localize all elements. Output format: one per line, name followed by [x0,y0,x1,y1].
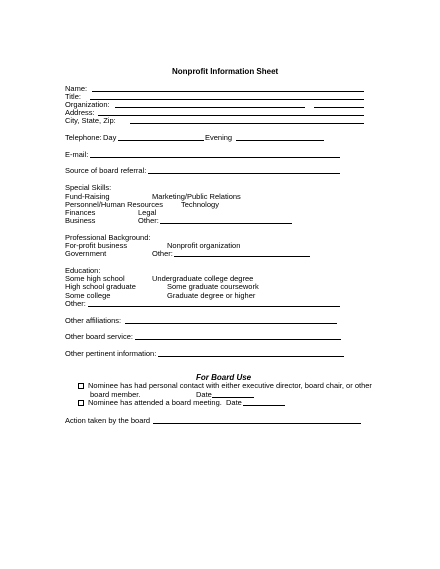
organization-field-2[interactable] [314,107,364,108]
background-heading: Professional Background: [65,233,151,242]
city-state-zip-field[interactable] [130,123,364,124]
education-heading: Education: [65,266,101,275]
evening-phone-field[interactable] [236,140,324,141]
board-service-field[interactable] [135,339,341,340]
organization-field[interactable] [115,107,305,108]
skill-finances: Finances [65,208,96,217]
referral-field[interactable] [148,173,340,174]
telephone-label: Telephone: [65,133,102,142]
email-field[interactable] [90,157,340,158]
email-label: E-mail: [65,150,89,159]
background-government: Government [65,249,107,258]
affiliations-field[interactable] [125,323,337,324]
edu-grad-degree: Graduate degree or higher [167,291,256,300]
skill-business: Business [65,216,96,225]
action-label: Action taken by the board [65,416,151,425]
nominee-meeting-date-label: Date [226,398,242,407]
background-other-label: Other: [152,249,173,258]
address-label: Address: [65,108,95,117]
edu-hs-graduate: High school graduate [65,282,136,291]
skill-fund-raising: Fund-Raising [65,192,110,201]
name-label: Name: [65,84,88,93]
edu-some-grad: Some graduate coursework [167,282,259,291]
action-field[interactable] [153,423,361,424]
skill-marketing: Marketing/Public Relations [152,192,241,201]
background-for-profit: For-profit business [65,241,128,250]
background-other-field[interactable] [174,256,310,257]
background-nonprofit: Nonprofit organization [167,241,241,250]
edu-some-college: Some college [65,291,111,300]
nominee-contact-checkbox[interactable] [78,383,84,389]
nominee-meeting-date-field[interactable] [243,405,285,406]
evening-label: Evening [205,133,233,142]
board-use-heading: For Board Use [196,373,252,382]
edu-some-high-school: Some high school [65,274,125,283]
skill-personnel: Personnel/Human Resources [65,200,163,209]
skill-legal: Legal [138,208,157,217]
affiliations-label: Other affiliations: [65,316,122,325]
skill-other-label: Other: [138,216,159,225]
organization-label: Organization: [65,100,110,109]
nominee-contact-date-label: Date [196,390,212,399]
city-state-zip-label: City, State, Zip: [65,116,116,125]
pertinent-label: Other pertinent information: [65,349,157,358]
nominee-meeting-checkbox[interactable] [78,400,84,406]
board-service-label: Other board service: [65,332,133,341]
edu-undergrad: Undergraduate college degree [152,274,254,283]
pertinent-field[interactable] [158,356,344,357]
nominee-contact-line2: board member. [90,390,141,399]
day-label: Day [103,133,117,142]
title-label: Title: [65,92,81,101]
title-field[interactable] [90,99,364,100]
name-field[interactable] [92,91,364,92]
skill-technology: Technology [181,200,219,209]
nominee-contact-line1: Nominee has had personal contact with either executive director, board chair, or other [88,381,372,390]
referral-label: Source of board referral: [65,166,147,175]
day-phone-field[interactable] [118,140,204,141]
nominee-meeting-label: Nominee has attended a board meeting. [88,398,222,407]
address-field[interactable] [98,115,364,116]
page-title: Nonprofit Information Sheet [172,67,279,76]
skill-other-field[interactable] [160,223,292,224]
edu-other-field[interactable] [88,306,340,307]
edu-other-label: Other: [65,299,86,308]
skills-heading: Special Skills: [65,183,112,192]
